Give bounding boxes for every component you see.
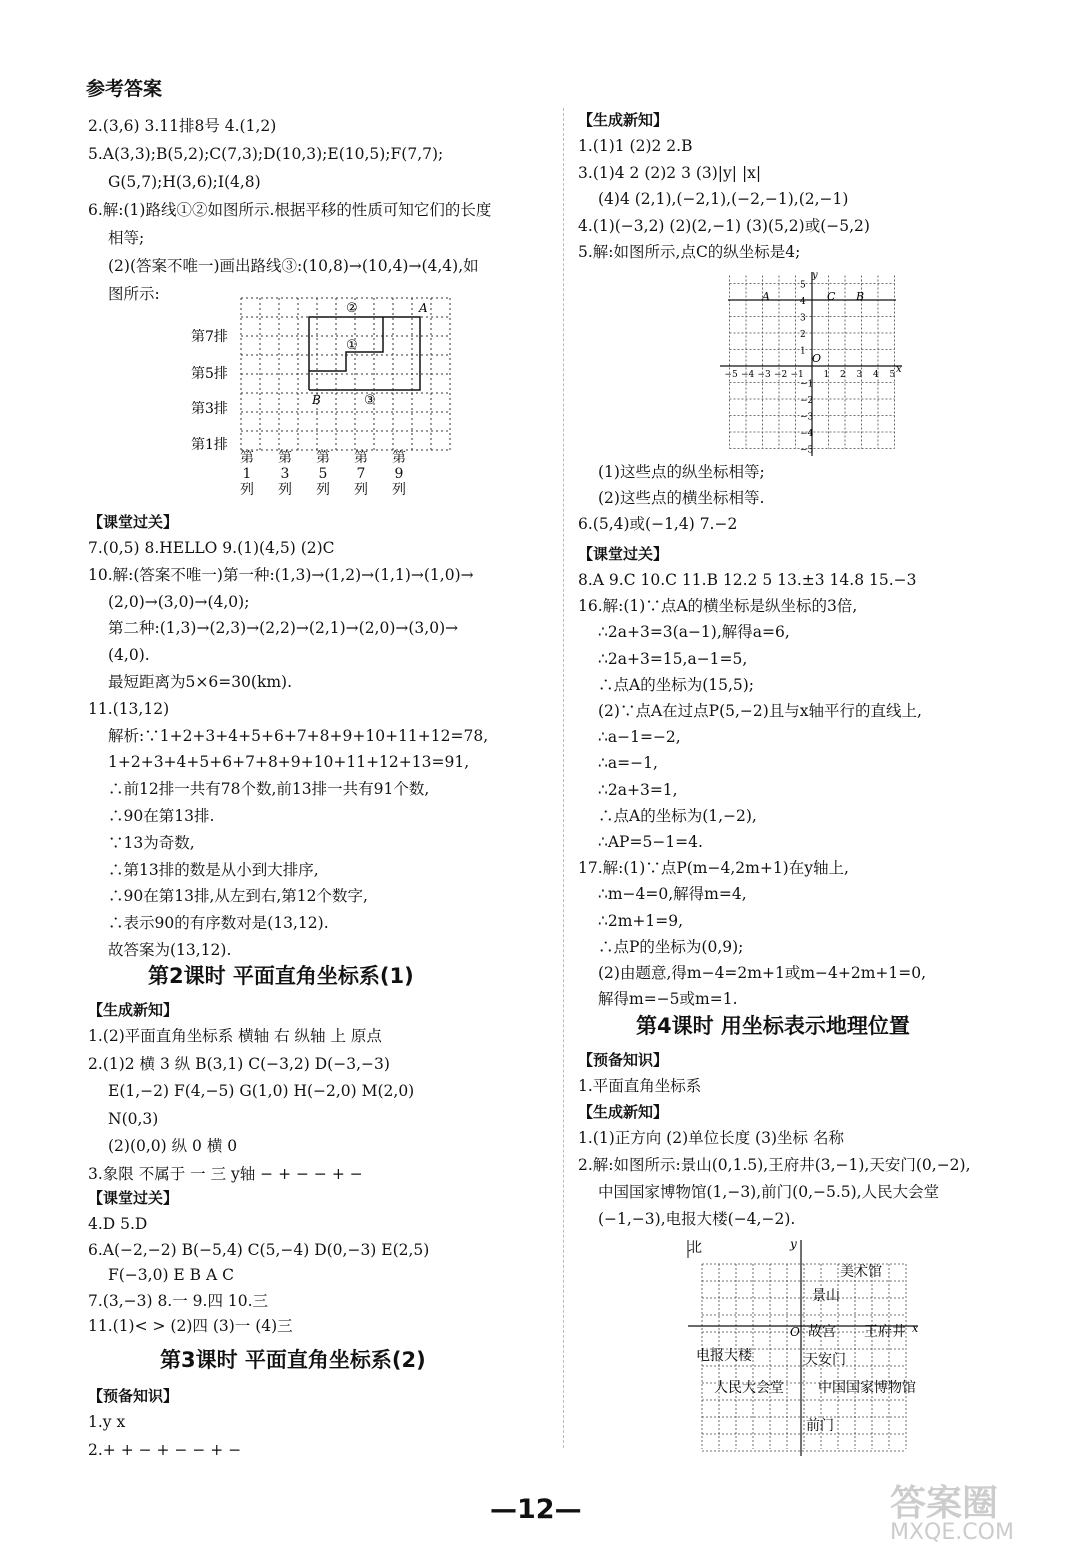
text-line: 6.(5,4)或(−1,4) 7.−2 [578, 515, 738, 533]
fig3-place: 电报大楼 [696, 1348, 752, 1364]
fig2-x-tick: 1 [823, 370, 830, 380]
fig2-x-tick: −2 [774, 370, 788, 380]
text-line: (2)∵点A在过点P(5,−2)且与x轴平行的直线上, [598, 702, 922, 720]
fig3-y-axis: y [790, 1237, 797, 1251]
fig1-row-label: 第1排 [191, 437, 228, 453]
section-heading: 【生成新知】 [578, 1103, 669, 1121]
fig2-y-tick: 2 [800, 330, 806, 340]
text-line: 17.解:(1)∵点P(m−4,2m+1)在y轴上, [578, 859, 849, 878]
text-line: 16.解:(1)∵点A的横坐标是纵坐标的3倍, [578, 597, 858, 616]
text-line: 5.解:如图所示,点C的纵坐标是4; [578, 243, 801, 261]
text-line: 2.(1)2 横 3 纵 B(3,1) C(−3,2) D(−3,−3) [88, 1054, 390, 1073]
fig2-x-tick: 3 [856, 370, 863, 380]
fig1-column-label: 第 9 列 [392, 450, 406, 498]
fig2-x-tick: −3 [757, 370, 771, 380]
text-line: 第二种:(1,3)→(2,3)→(2,2)→(2,1)→(2,0)→(3,0)→ [108, 619, 459, 638]
fig2-point-B: B [856, 290, 865, 303]
section-heading: 【生成新知】 [578, 111, 669, 129]
fig2-point-C: C [827, 290, 836, 303]
fig2-x-tick: 5 [889, 370, 896, 380]
section-heading: 【预备知识】 [578, 1051, 669, 1069]
fig2-y-axis: y [812, 270, 818, 281]
text-line: ∴点A的坐标为(1,−2), [598, 806, 757, 825]
text-line: (1)这些点的纵坐标相等; [598, 463, 765, 481]
fig2-x-tick: 4 [873, 370, 879, 380]
fig2-y-tick: −4 [800, 429, 814, 439]
fig3-place: 美术馆 [840, 1264, 882, 1280]
text-line: ∴90在第13排. [108, 807, 215, 825]
text-line: 1.(2)平面直角坐标系 横轴 右 纵轴 上 原点 [88, 1027, 382, 1045]
fig1-column-label: 第 1 列 [240, 450, 254, 498]
page-header: 参考答案 [86, 78, 163, 100]
text-line: 7.(3,−3) 8.一 9.四 10.三 [88, 1291, 269, 1310]
section-heading: 【课堂过关】 [88, 513, 179, 531]
lesson-title: 第3课时 平面直角坐标系(2) [160, 1348, 426, 1372]
text-line: ∴2m+1=9, [598, 911, 684, 930]
text-line: 1.平面直角坐标系 [578, 1077, 702, 1095]
text-line: ∴点A的坐标为(15,5); [598, 675, 755, 694]
fig2-y-tick: 3 [800, 313, 806, 324]
text-line: 3.象限 不属于 一 三 y轴 − + − − + − [88, 1164, 363, 1183]
lesson-title: 第4课时 用坐标表示地理位置 [636, 1014, 910, 1038]
figure-coordinate-plane [716, 268, 906, 458]
text-line: ∴AP=5−1=4. [598, 833, 703, 851]
text-line: 1.(1)正方向 (2)单位长度 (3)坐标 名称 [578, 1129, 844, 1147]
column-divider [563, 108, 564, 1448]
figure-map [684, 1234, 924, 1459]
text-line: ∴m−4=0,解得m=4, [598, 885, 747, 904]
text-line: E(1,−2) F(4,−5) G(1,0) H(−2,0) M(2,0) [108, 1082, 415, 1100]
text-line: (4)4 (2,1),(−2,1),(−2,−1),(2,−1) [598, 190, 849, 208]
text-line: 图所示: [108, 285, 160, 303]
text-line: 2.(3,6) 3.11排8号 4.(1,2) [88, 117, 277, 135]
fig2-x-tick: 2 [840, 370, 846, 380]
text-line: 10.解:(答案不唯一)第一种:(1,3)→(1,2)→(1,1)→(1,0)→ [88, 565, 474, 584]
text-line: 中国国家博物馆(1,−3),前门(0,−5.5),人民大会堂 [598, 1183, 940, 1201]
text-line: (2,0)→(3,0)→(4,0); [108, 592, 250, 611]
text-line: 3.(1)4 2 (2)2 3 (3)|y| |x| [578, 163, 762, 182]
fig2-origin: O [812, 352, 822, 365]
text-line: 8.A 9.C 10.C 11.B 12.2 5 13.±3 14.8 15.−3 [578, 571, 917, 589]
fig2-y-tick: 5 [800, 280, 806, 291]
text-line: ∴a−1=−2, [598, 728, 681, 747]
section-heading: 【课堂过关】 [88, 1189, 179, 1207]
fig3-north: 北 [688, 1240, 702, 1256]
watermark-cn: 答案圈 [890, 1483, 999, 1524]
text-line: 6.A(−2,−2) B(−5,4) C(5,−4) D(0,−3) E(2,5) [88, 1240, 430, 1259]
fig2-x-tick: −5 [724, 370, 738, 380]
fig1-route-2: ② [346, 301, 358, 316]
fig2-x-tick: −4 [741, 370, 755, 380]
text-line: ∴前12排一共有78个数,前13排一共有91个数, [108, 780, 430, 799]
text-line: 1.y x [88, 1413, 126, 1431]
fig1-route-outline [309, 317, 420, 390]
fig3-place: 前门 [806, 1418, 834, 1434]
text-line: ∴第13排的数是从小到大排序, [108, 860, 319, 879]
fig2-x-tick: −1 [790, 370, 804, 380]
watermark [890, 1475, 1014, 1545]
fig1-point-B: B [312, 393, 321, 407]
fig1-column-label: 第 3 列 [278, 450, 292, 498]
text-line: ∴点P的坐标为(0,9); [598, 937, 744, 956]
text-line: (−1,−3),电报大楼(−4,−2). [598, 1210, 796, 1228]
fig2-y-tick: 4 [800, 297, 806, 307]
section-heading: 【课堂过关】 [578, 545, 669, 563]
fig3-place: 人民大会堂 [714, 1380, 784, 1396]
text-line: N(0,3) [108, 1109, 159, 1128]
fig1-point-A: A [419, 301, 428, 315]
fig2-y-tick: −3 [800, 412, 814, 423]
text-line: G(5,7);H(3,6);I(4,8) [108, 173, 261, 191]
fig1-route-3: ③ [364, 393, 376, 408]
fig1-row-label: 第7排 [191, 329, 228, 345]
text-line: ∴2a+3=1, [598, 780, 678, 799]
page-number: —12— [490, 1494, 582, 1525]
fig3-place: 中国国家博物馆 [818, 1380, 916, 1396]
text-line: 6.解:(1)路线①②如图所示.根据平移的性质可知它们的长度 [88, 201, 492, 219]
text-line: 2.解:如图所示:景山(0,1.5),王府井(3,−1),天安门(0,−2), [578, 1156, 971, 1174]
fig1-row-label: 第5排 [191, 366, 228, 382]
text-line: (2)由题意,得m−4=2m+1或m−4+2m+1=0, [598, 964, 927, 982]
fig1-column-label: 第 7 列 [354, 450, 368, 498]
text-line: (2)这些点的横坐标相等. [598, 489, 765, 507]
fig3-x-axis: x [912, 1322, 919, 1335]
fig3-origin: O [790, 1325, 800, 1339]
text-line: 最短距离为5×6=30(km). [108, 673, 293, 691]
text-line: 4.D 5.D [88, 1215, 148, 1233]
text-line: (2)(0,0) 纵 0 横 0 [108, 1137, 238, 1155]
text-line: ∴2a+3=3(a−1),解得a=6, [598, 623, 790, 642]
text-line: 故答案为(13,12). [108, 941, 232, 959]
text-line: 1.(1)1 (2)2 2.B [578, 137, 693, 155]
fig1-route-1: ① [346, 338, 358, 353]
fig3-place: 天安门 [804, 1352, 846, 1368]
text-line: 11.(13,12) [88, 699, 170, 718]
text-line: 7.(0,5) 8.HELLO 9.(1)(4,5) (2)C [88, 539, 335, 557]
text-line: (4,0). [108, 646, 150, 665]
lesson-title: 第2课时 平面直角坐标系(1) [148, 964, 414, 988]
section-heading: 【预备知识】 [88, 1387, 179, 1405]
text-line: 11.(1)< > (2)四 (3)一 (4)三 [88, 1317, 293, 1335]
fig2-y-tick: −1 [800, 379, 814, 390]
fig2-x-axis: x [896, 364, 902, 375]
fig2-y-tick: 1 [800, 346, 806, 357]
text-line: ∴90在第13排,从左到右,第12个数字, [108, 887, 368, 906]
text-line: (2)(答案不唯一)画出路线③:(10,8)→(10,4)→(4,4),如 [108, 257, 479, 275]
text-line: 相等; [108, 229, 145, 247]
text-line: ∵13为奇数, [108, 833, 195, 852]
fig2-y-tick: −2 [800, 396, 814, 406]
watermark-en: MXQE.COM [890, 1520, 1014, 1545]
fig2-point-A: A [762, 290, 770, 303]
text-line: 4.(1)(−3,2) (2)(2,−1) (3)(5,2)或(−5,2) [578, 216, 870, 235]
text-line: ∴a=−1, [598, 754, 658, 773]
fig1-column-label: 第 5 列 [316, 450, 330, 498]
text-line: 1+2+3+4+5+6+7+8+9+10+11+12+13=91, [108, 753, 470, 772]
section-heading: 【生成新知】 [88, 1001, 179, 1019]
text-line: F(−3,0) E B A C [108, 1266, 234, 1284]
text-line: 解析:∵1+2+3+4+5+6+7+8+9+10+11+12=78, [108, 726, 489, 745]
text-line: ∴2a+3=15,a−1=5, [598, 649, 748, 668]
text-line: 5.A(3,3);B(5,2);C(7,3);D(10,3);E(10,5);F(7,7); [88, 145, 444, 163]
text-line: 2.+ + − + − − + − [88, 1441, 242, 1459]
fig3-place: 故宫 [808, 1324, 836, 1340]
text-line: ∴表示90的有序数对是(13,12). [108, 914, 329, 933]
fig1-row-label: 第3排 [191, 401, 228, 417]
text-line: 解得m=−5或m=1. [598, 990, 738, 1009]
fig3-place: 景山 [812, 1288, 840, 1304]
fig2-y-tick: −5 [800, 445, 814, 456]
fig3-place: 王府井 [864, 1324, 906, 1340]
